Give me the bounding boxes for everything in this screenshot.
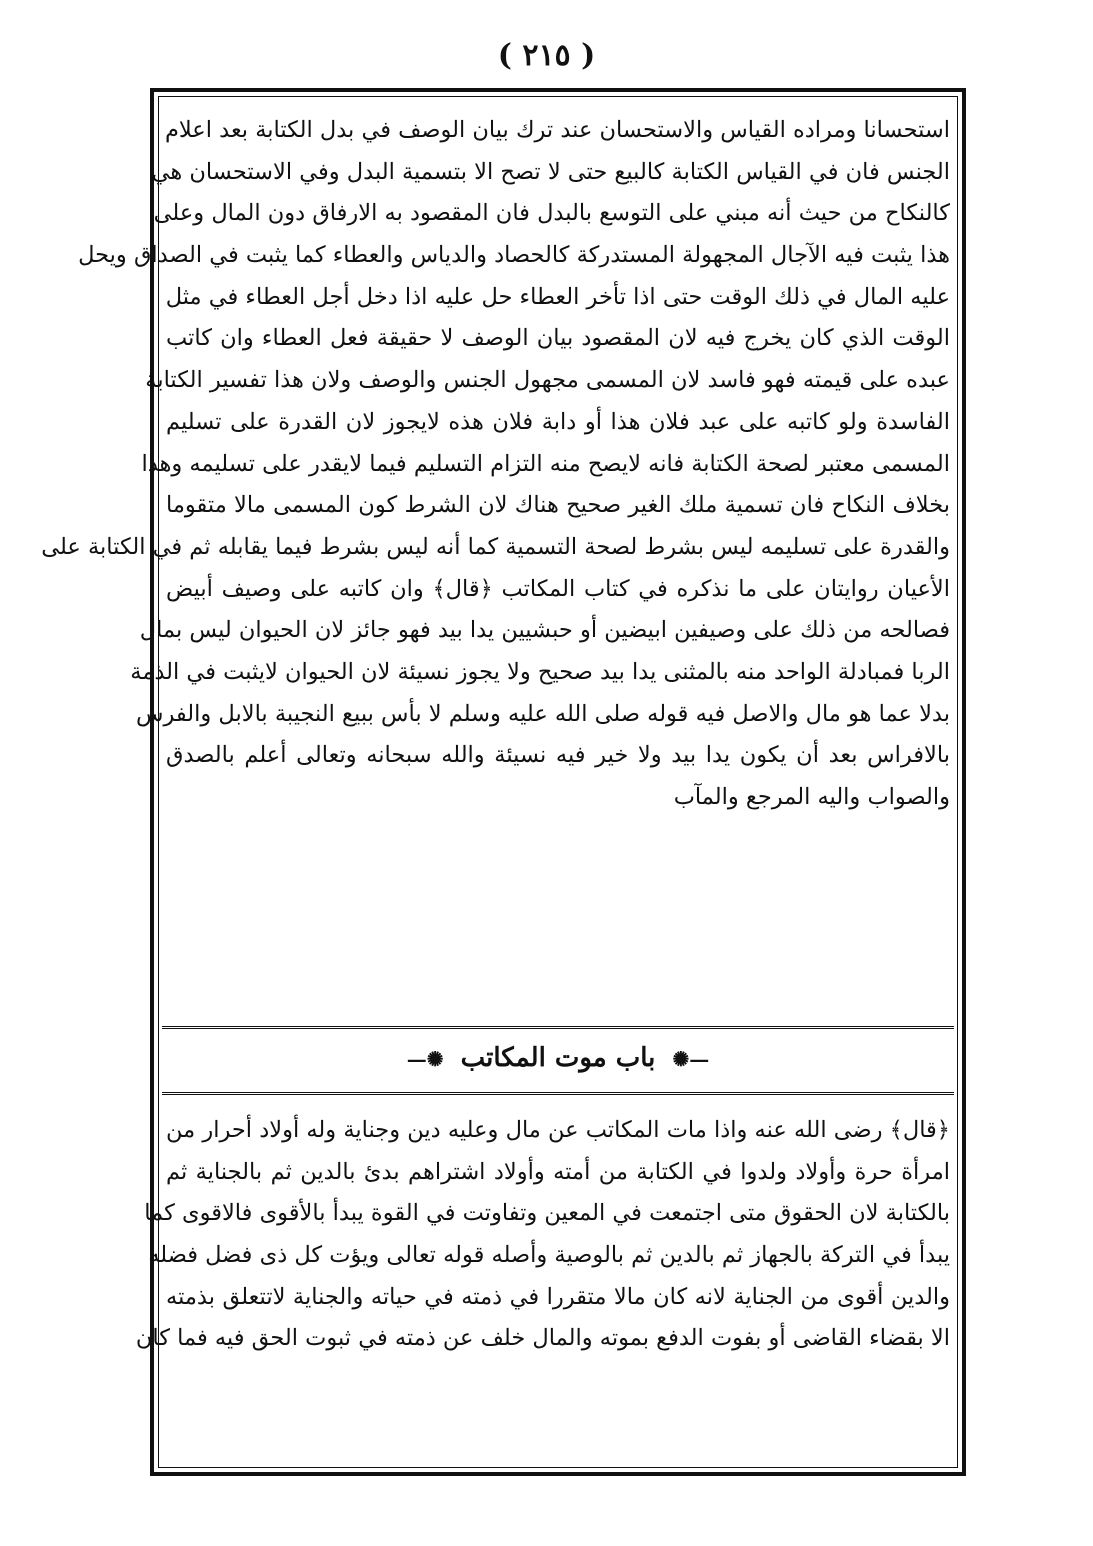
text-line: ﴿قال﴾ رضى الله عنه واذا مات المكاتب عن مال وعليه دين وجناية وله أولاد أحرار من	[166, 1117, 950, 1143]
text-line: الوقت الذي كان يخرج فيه لان المقصود بيان الوصف لا حقيقة فعل العطاء وان كاتب	[166, 325, 950, 352]
text-line-last: والصواب واليه المرجع والمآب	[673, 784, 950, 810]
page-frame	[41, 88, 966, 1476]
text-line: امرأة حرة وأولاد ولدوا في الكتابة من أمته وأولاد اشتراهم بدئ بالدين ثم بالجناية ثم	[166, 1158, 950, 1185]
divider-rule-top	[162, 1026, 954, 1032]
text-line: والدين أقوى من الجناية لانه كان مالا متقررا في ذمته في حياته والجناية لاتتعلق بذمته	[166, 1283, 950, 1310]
text-line: يبدأ في التركة بالجهاز ثم بالدين ثم بالوصية وأصله قوله تعالى ويؤت كل ذى فضل فضله	[148, 1242, 950, 1269]
text-line: بالكتابة لان الحقوق متى اجتمعت في المعين وتفاوتت في القوة يبدأ بالأقوى فالاقوى كما	[144, 1200, 950, 1227]
upper-text-block	[41, 110, 950, 819]
lower-text-block	[135, 1110, 950, 1360]
text-line: هذا يثبت فيه الآجال المجهولة المستدركة كالحصاد والدياس والعطاء كما يثبت في الصداق ويحل	[78, 242, 950, 269]
text-line: عبده على قيمته فهو فاسد لان المسمى مجهول الجنس والوصف ولان هذا تفسير الكتابة	[145, 367, 950, 394]
text-line: الجنس فان في القياس الكتابة كالبيع حتى لا تصح الا بتسمية البدل وفي الاستحسان هي	[151, 158, 950, 185]
divider-rule-bottom	[162, 1092, 954, 1098]
text-line: والقدرة على تسليمه ليس بشرط لصحة التسمية كما أنه ليس بشرط فيما يقابله ثم في الكتابة على	[41, 533, 950, 560]
ornament-left-icon: ✺—	[406, 1047, 444, 1071]
chapter-heading	[154, 1036, 962, 1080]
text-line: الفاسدة ولو كاتبه على عبد فلان هذا أو دابة فلان هذه لايجوز لان القدرة على تسليم	[166, 408, 950, 435]
text-line: الأعيان روايتان على ما نذكره في كتاب المكاتب ﴿قال﴾ وان كاتبه على وصيف أبيض	[166, 575, 950, 602]
text-line: استحسانا ومراده القياس والاستحسان عند ترك بيان الوصف في بدل الكتابة بعد اعلام	[164, 117, 950, 143]
text-line: كالنكاح من حيث أنه مبني على التوسع بالبدل فان المقصود به الارفاق دون المال وعلى	[153, 200, 950, 227]
chapter-title: باب موت المكاتب	[460, 1043, 656, 1073]
text-line: بالافراس بعد أن يكون يدا بيد ولا خير فيه نسيئة والله سبحانه وتعالى أعلم بالصدق	[166, 742, 950, 769]
text-line: الربا فمبادلة الواحد منه بالمثنى يدا بيد صحيح ولا يجوز نسيئة لان الحيوان لايثبت في الذمة	[130, 658, 950, 685]
text-line: المسمى معتبر لصحة الكتابة فانه لايصح منه التزام التسليم فيما لايقدر على تسليمه وهذا	[141, 450, 950, 477]
text-line: عليه المال في ذلك الوقت حتى اذا تأخر العطاء حل عليه اذا دخل أجل العطاء في مثل	[165, 283, 950, 310]
text-line: فصالحه من ذلك على وصيفين ابيضين أو حبشيين يدا بيد فهو جائز لان الحيوان ليس بمال	[139, 617, 950, 644]
text-line: بخلاف النكاح فان تسمية ملك الغير صحيح هناك لان الشرط كون المسمى مالا متقوما	[166, 492, 950, 519]
page-number: ( ٢١٥ )	[497, 38, 596, 73]
text-line: الا بقضاء القاضى أو بفوت الدفع بموته والمال خلف عن ذمته في ثبوت الحق فيه فما كان	[135, 1325, 950, 1352]
ornament-right-icon: —✺	[672, 1047, 710, 1071]
text-line: بدلا عما هو مال والاصل فيه قوله صلى الله عليه وسلم لا بأس ببيع النجيبة بالابل والفرس	[136, 700, 950, 727]
